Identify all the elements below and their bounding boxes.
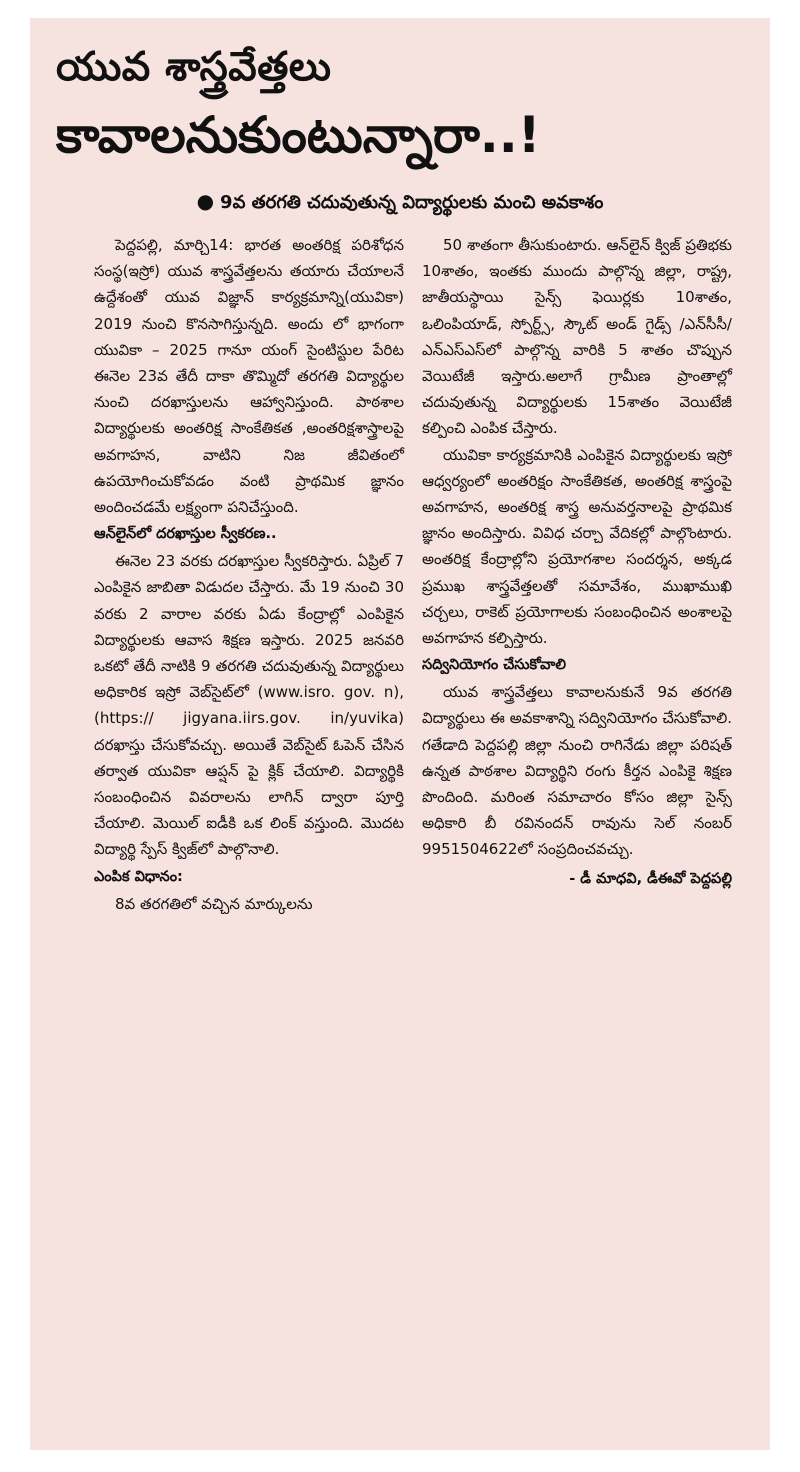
article-body	[56, 232, 744, 917]
paragraph-application-process: ఈనెల 23 వరకు దరఖాస్తుల స్వీకరిస్తారు. ఏప్రిల్ 7 ఎంపికైన జాబితా విడుదల చేస్తారు. మే 19 నుంచి 30 వరకు 2 వారాల వరకు ఏడు కేంద్రాల్లో ఎంపికైన విద్యార్థులకు ఆవాస శిక్షణ ఇస్తారు. 2025 జనవరి ఒకటో తేదీ నాటికి 9 తరగతి చదువుతున్న విద్యార్థులు అధికారిక ఇస్రో వెబ్‌సైట్‌లో (www.isro. gov. n), (https:// jigyana.iirs.gov. in/yuvika) దరఖాస్తు చేసుకోవచ్చు. అయితే వెబ్‌సైట్ ఓపెన్ చేసిన తర్వాత యువికా ఆప్షన్ పై క్లిక్ చేయాలి. విద్యార్థికి సంబంధించిన వివరాలను లాగిన్ ద్వారా పూర్తి చేయాలి. మెయిల్ ఐడీకి ఒక లింక్ వస్తుంది. మొదట విద్యార్థి స్పేస్ క్విజ్‌లో పాల్గొనాలి.	[94, 552, 404, 859]
section-heading-selection-method: ఎంపిక విధానం:	[94, 868, 183, 885]
headline-line-2: కావాలనుకుంటున్నారా..!	[56, 106, 541, 164]
paragraph-intro: పెద్దపల్లి, మార్చి14: భారత అంతరిక్ష పరిశోధన సంస్థ(ఇస్రో) యువ శాస్త్రవేత్తలను తయారు చేయాలనే ఉద్దేశంతో యువ విజ్ఞాన్ కార్యక్రమాన్ని(యువికా) 2019 నుంచి కొనసాగిస్తున్నది. అందు లో భాగంగా యువికా – 2025 గానూ యంగ్ సైంటిస్టుల పేరిట ఈనెల 23వ తేదీ దాకా తొమ్మిదో తరగతి విద్యార్థుల నుంచి దరఖాస్తులను ఆహ్వానిస్తుంది. పాఠశాల విద్యార్థులకు అంతరిక్ష సాంకేతికత ,అంతరిక్షశాస్త్రాలపై అవగాహన, వాటిని నిజ జీవితంలో ఉపయోగించుకోవడం వంటి ప్రాథమిక జ్ఞానం అందించడమే లక్ష్యంగా పనిచేస్తుంది.	[94, 236, 404, 517]
section-heading-make-use: సద్వినియోగం చేసుకోవాలి	[422, 657, 566, 674]
paragraph-contact: యువ శాస్త్రవేత్తలు కావాలనుకునే 9వ తరగతి విద్యార్థులు ఈ అవకాశాన్ని సద్వినియోగం చేసుకోవాలి. గతేడాది పెద్దపల్లి జిల్లా నుంచి రాగినేడు జిల్లా పరిషత్ ఉన్నత పాఠశాల విద్యార్థిని రంగు కీర్తన ఎంపికై శిక్షణ పొందింది. మరింత సమాచారం కోసం జిల్లా సైన్స్ అధికారి బీ రవినందన్ రావును సెల్ నంబర్ 9951504622లో సంప్రదించవచ్చు.	[422, 683, 732, 859]
headline-line-1: యువ శాస్త్రవేత్తలు	[56, 44, 332, 90]
section-heading-online-applications: ఆన్‌లైన్‌లో దరఖాస్తుల స్వీకరణ..	[94, 526, 277, 543]
newspaper-clipping	[30, 18, 770, 1450]
column-left	[94, 232, 404, 917]
author-credit: - డీ మాధవి, డీఈవో పెద్దపల్లి	[569, 870, 732, 887]
subheadline-text: 9వ తరగతి చదువుతున్న విద్యార్థులకు మంచి అవకాశం	[220, 192, 604, 213]
column-right	[422, 232, 732, 917]
paragraph-selection-weightage: 50 శాతంగా తీసుకుంటారు. ఆన్‌లైన్ క్విజ్ ప్రతిభకు 10శాతం, ఇంతకు ముందు పాల్గొన్న జిల్లా, రాష్ట్ర, జాతీయస్థాయి సైన్స్ ఫెయిర్లకు 10శాతం, ఒలింపియాడ్, స్పోర్ట్స్, స్కౌట్ అండ్ గైడ్స్ /ఎన్‌సీసీ/ఎన్‌ఎస్‌ఎస్‌లో పాల్గొన్న వారికి 5 శాతం చొప్పున వెయిటేజీ ఇస్తారు.అలాగే గ్రామీణ ప్రాంతాల్లో చదువుతున్న విద్యార్థులకు 15శాతం వెయిటేజీ కల్పించి ఎంపిక చేస్తారు.	[422, 236, 732, 438]
paragraph-program-details: యువికా కార్యక్రమానికి ఎంపికైన విద్యార్థులకు ఇస్రో ఆధ్వర్యంలో అంతరిక్షం సాంకేతికత, అంతరిక్ష శాస్త్రంపై అవగాహన, అంతరిక్ష శాస్త్ర అనువర్తనాలపై ప్రాథమిక జ్ఞానం అందిస్తారు. వివిధ చర్చా వేదికల్లో పాల్గొంటారు. అంతరిక్ష కేంద్రాల్లోని ప్రయోగశాల సందర్శన, అక్కడ ప్రముఖ శాస్త్రవేత్తలతో సమావేశం, ముఖాముఖి చర్చలు, రాకెట్ ప్రయోగాలకు సంబంధించిన అంశాలపై అవగాహన కల్పిస్తారు.	[422, 445, 732, 648]
paragraph-selection-start: 8వ తరగతిలో వచ్చిన మార్కులను	[115, 894, 313, 913]
subheadline	[56, 186, 744, 218]
bullet-icon: ●	[196, 189, 215, 213]
